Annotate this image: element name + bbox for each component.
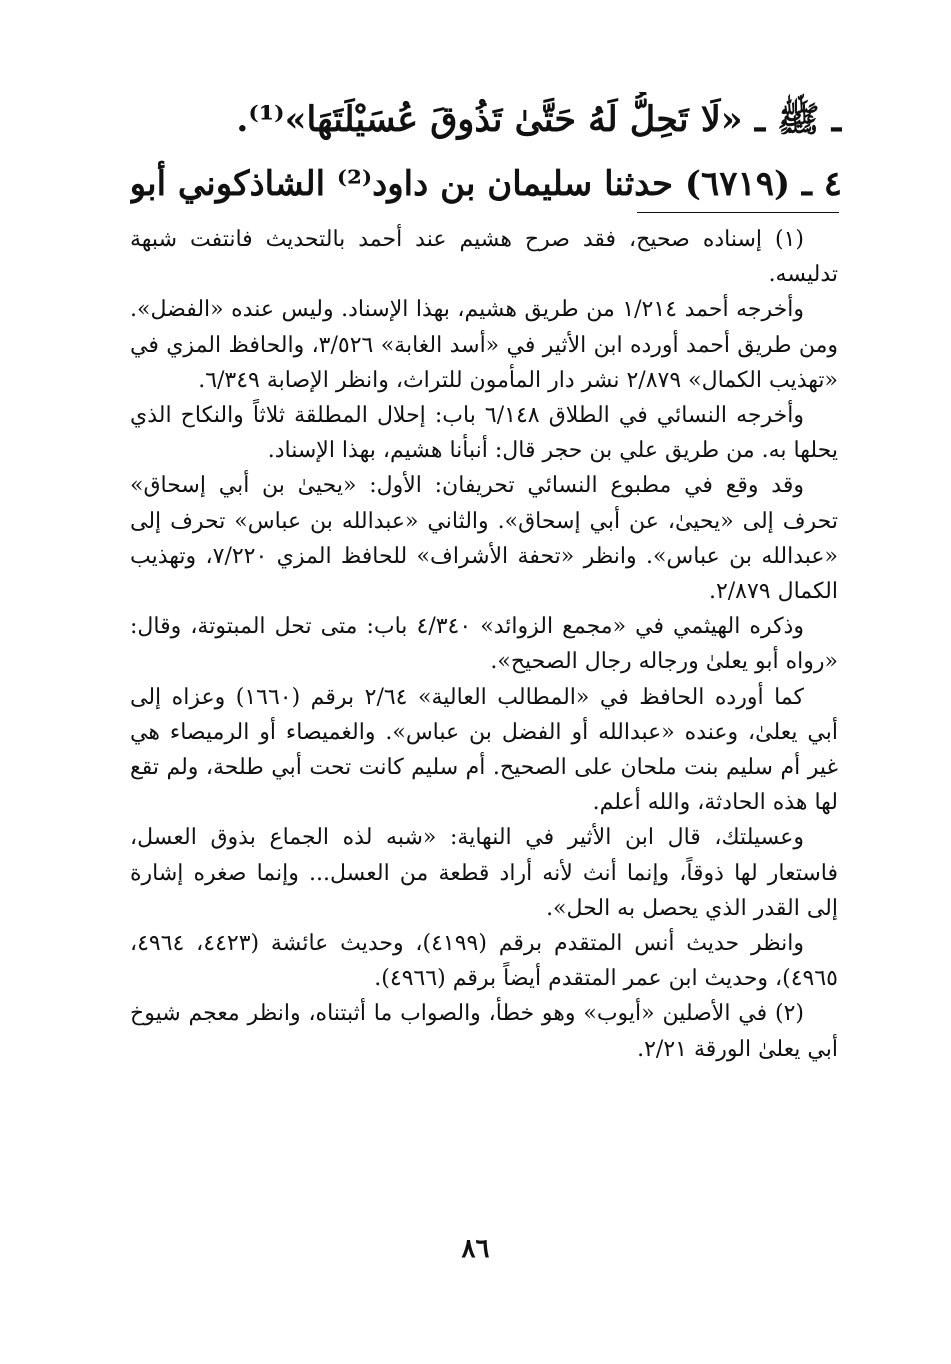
footnote-1-tahrif: وقد وقع في مطبوع النسائي تحريفان: الأول: «يحيىٰ بن أبي إسحاق» تحرف إلى «يحيىٰ، عن أبي إسحاق». والثاني «عبدالله بن عباس» تحرف إلى «عبدالله بن عباس». وانظر «تحفة الأشراف» للحافظ المزي ٧/٢٢٠، وتهذيب الكمال ٢/٨٧٩. (130, 473, 838, 605)
page-number: ٨٦ (461, 1234, 490, 1264)
footnote-1-isnad: (١) إسناده صحيح، فقد صرح هشيم عند أحمد بالتحديث فانتفت شبهة تدليسه. (130, 227, 838, 288)
footnote-1-usaylah: وعسيلتك، قال ابن الأثير في النهاية: «شبه لذه الجماع بذوق العسل، فاستعار لها ذوقاً، وإنما أنث لأنه أراد قطعة من العسل... وإنما صغره إشارة إلى القدر الذي يحصل به الحل». (130, 825, 838, 921)
main-text-line-2: ٤ ـ (٦٧١٩) حدثنا سليمان بن داود⁽²⁾ الشاذكوني أبو (130, 164, 842, 204)
main-text-line-1: ـ ﷺ ـ «لَا تَحِلُّ لَهُ حَتَّىٰ تَذُوقَ عُسَيْلَتَهَا»⁽¹⁾. (236, 99, 842, 140)
footnote-1-matalib: كما أورده الحافظ في «المطالب العالية» ٢/٦٤ برقم (١٦٦٠) وعزاه إلى أبي يعلىٰ، وعنده «عبدالله أو الفضل بن عباس». والغميصاء أو الرميصاء هي غير أم سليم بنت ملحان على الصحيح. أم سليم كانت تحت أبي طلحة، ولم تقع لها هذه الحادثة، والله أعلم. (130, 684, 838, 816)
footnote-1-haythami: وذكره الهيثمي في «مجمع الزوائد» ٤/٣٤٠ باب: متى تحل المبتوتة، وقال: «رواه أبو يعلىٰ ورجاله رجال الصحيح». (130, 614, 838, 675)
footnote-1-see-also: وانظر حديث أنس المتقدم برقم (٤١٩٩)، وحديث عائشة (٤٤٢٣، ٤٩٦٤، ٤٩٦٥)، وحديث ابن عمر المتقدم أيضاً برقم (٤٩٦٦). (130, 931, 838, 992)
footnote-1-ahmad: وأخرجه أحمد ١/٢١٤ من طريق هشيم، بهذا الإسناد. وليس عنده «الفضل». ومن طريق أحمد أورده ابن الأثير في «أسد الغابة» ٣/٥٢٦، والحافظ المزي في «تهذيب الكمال» ٢/٨٧٩ نشر دار المأمون للتراث، وانظر الإصابة ٦/٣٤٩. (130, 297, 838, 393)
footnote-2: (٢) في الأصلين «أيوب» وهو خطأ، والصواب ما أثبتناه، وانظر معجم شيوخ أبي يعلىٰ الورقة ٢/٢١. (130, 1001, 838, 1062)
footnote-1-nasai: وأخرجه النسائي في الطلاق ٦/١٤٨ باب: إحلال المطلقة ثلاثاً والنكاح الذي يحلها به. من طريق علي بن حجر قال: أنبأنا هشيم، بهذا الإسناد. (130, 403, 838, 464)
footnotes (130, 222, 838, 1067)
footnote-separator (637, 212, 839, 213)
